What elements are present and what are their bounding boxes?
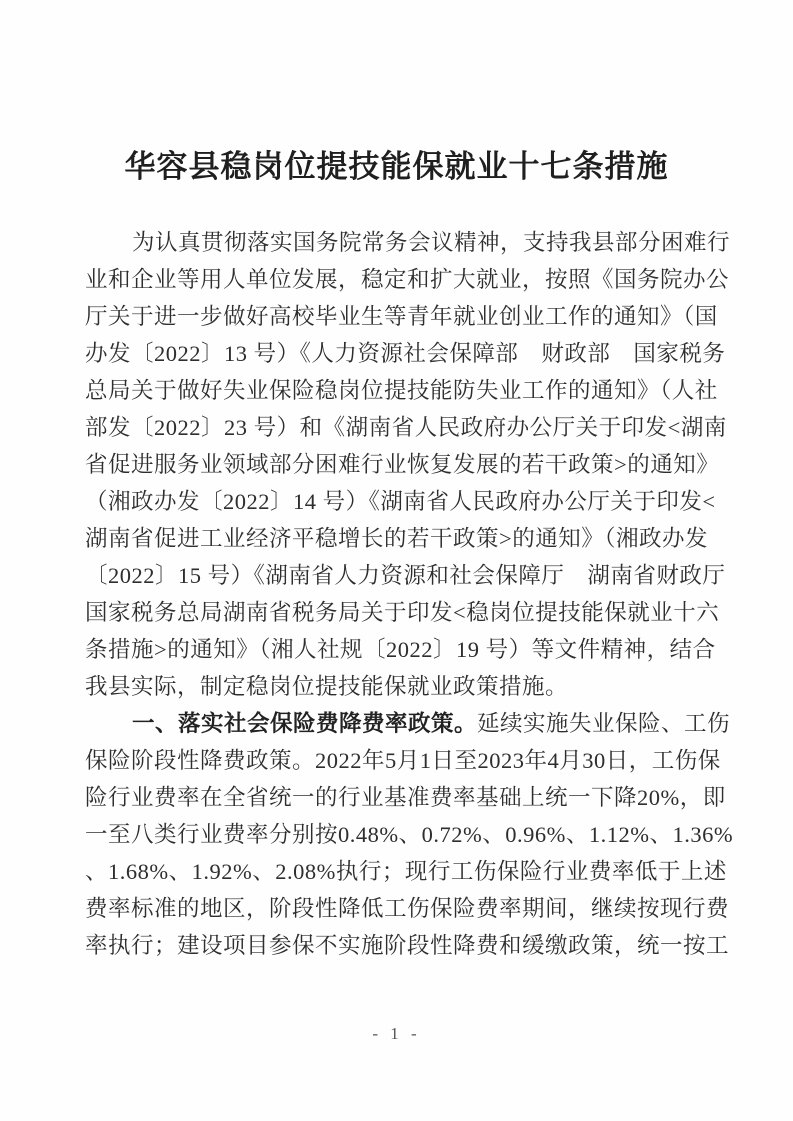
document-body bbox=[85, 224, 734, 964]
text-line: 省促进服务业领域部分困难行业恢复发展的若干政策>的通知》 bbox=[85, 452, 720, 477]
text-line: 国家税务总局湖南省税务局关于印发<稳岗位提技能保就业十六 bbox=[85, 600, 720, 625]
text-line: 费率标准的地区，阶段性降低工伤保险费率期间，继续按现行费 bbox=[85, 896, 730, 921]
text-line: 办发〔2022〕13 号）《人力资源社会保障部 财政部 国家税务 bbox=[85, 341, 726, 366]
text-line: 为认真贯彻落实国务院常务会议精神，支持我县部分困难行 bbox=[132, 230, 731, 255]
text-line: 总局关于做好失业保险稳岗位提技能防失业工作的通知》（人社 bbox=[85, 378, 718, 403]
text-line: 厅关于进一步做好高校毕业生等青年就业创业工作的通知》（国 bbox=[85, 304, 718, 329]
bold-section-heading: 一、落实社会保险费降费率政策。 bbox=[132, 711, 478, 736]
text-line: 一至八类行业费率分别按0.48%、0.72%、0.96%、1.12%、1.36% bbox=[85, 822, 734, 847]
text-line: 保险阶段性降费政策。2022年5月1日至2023年4月30日，工伤保 bbox=[85, 748, 721, 773]
text-line: 条措施>的通知》（湘人社规〔2022〕19 号）等文件精神，结合 bbox=[85, 637, 716, 662]
line-text: 延续实施失业保险、工伤 bbox=[477, 711, 731, 736]
text-line: 湖南省促进工业经济平稳增长的若干政策>的通知》（湘政办发 bbox=[85, 526, 708, 551]
text-line: 业和企业等用人单位发展，稳定和扩大就业，按照《国务院办公 bbox=[85, 267, 730, 292]
text-line: 、1.68%、1.92%、2.08%执行；现行工伤保险行业费率低于上述 bbox=[85, 859, 727, 884]
text-line: 部发〔2022〕23 号）和《湖南省人民政府办公厅关于印发<湖南 bbox=[85, 415, 727, 440]
text-line: 我县实际，制定稳岗位提技能保就业政策措施。 bbox=[85, 674, 569, 699]
document-title: 华容县稳岗位提技能保就业十七条措施 bbox=[124, 149, 669, 184]
text-line: 险行业费率在全省统一的行业基准费率基础上统一下降20%，即 bbox=[85, 785, 726, 810]
text-line bbox=[85, 705, 731, 742]
page-number: - 1 - bbox=[372, 1024, 421, 1043]
text-line: 〔2022〕15 号）《湖南省人力资源和社会保障厅 湖南省财政厅 bbox=[85, 563, 726, 588]
text-line: （湘政办发〔2022〕14 号）《湖南省人民政府办公厅关于印发< bbox=[85, 489, 716, 514]
text-line: 率执行；建设项目参保不实施阶段性降费和缓缴政策，统一按工 bbox=[85, 933, 730, 958]
